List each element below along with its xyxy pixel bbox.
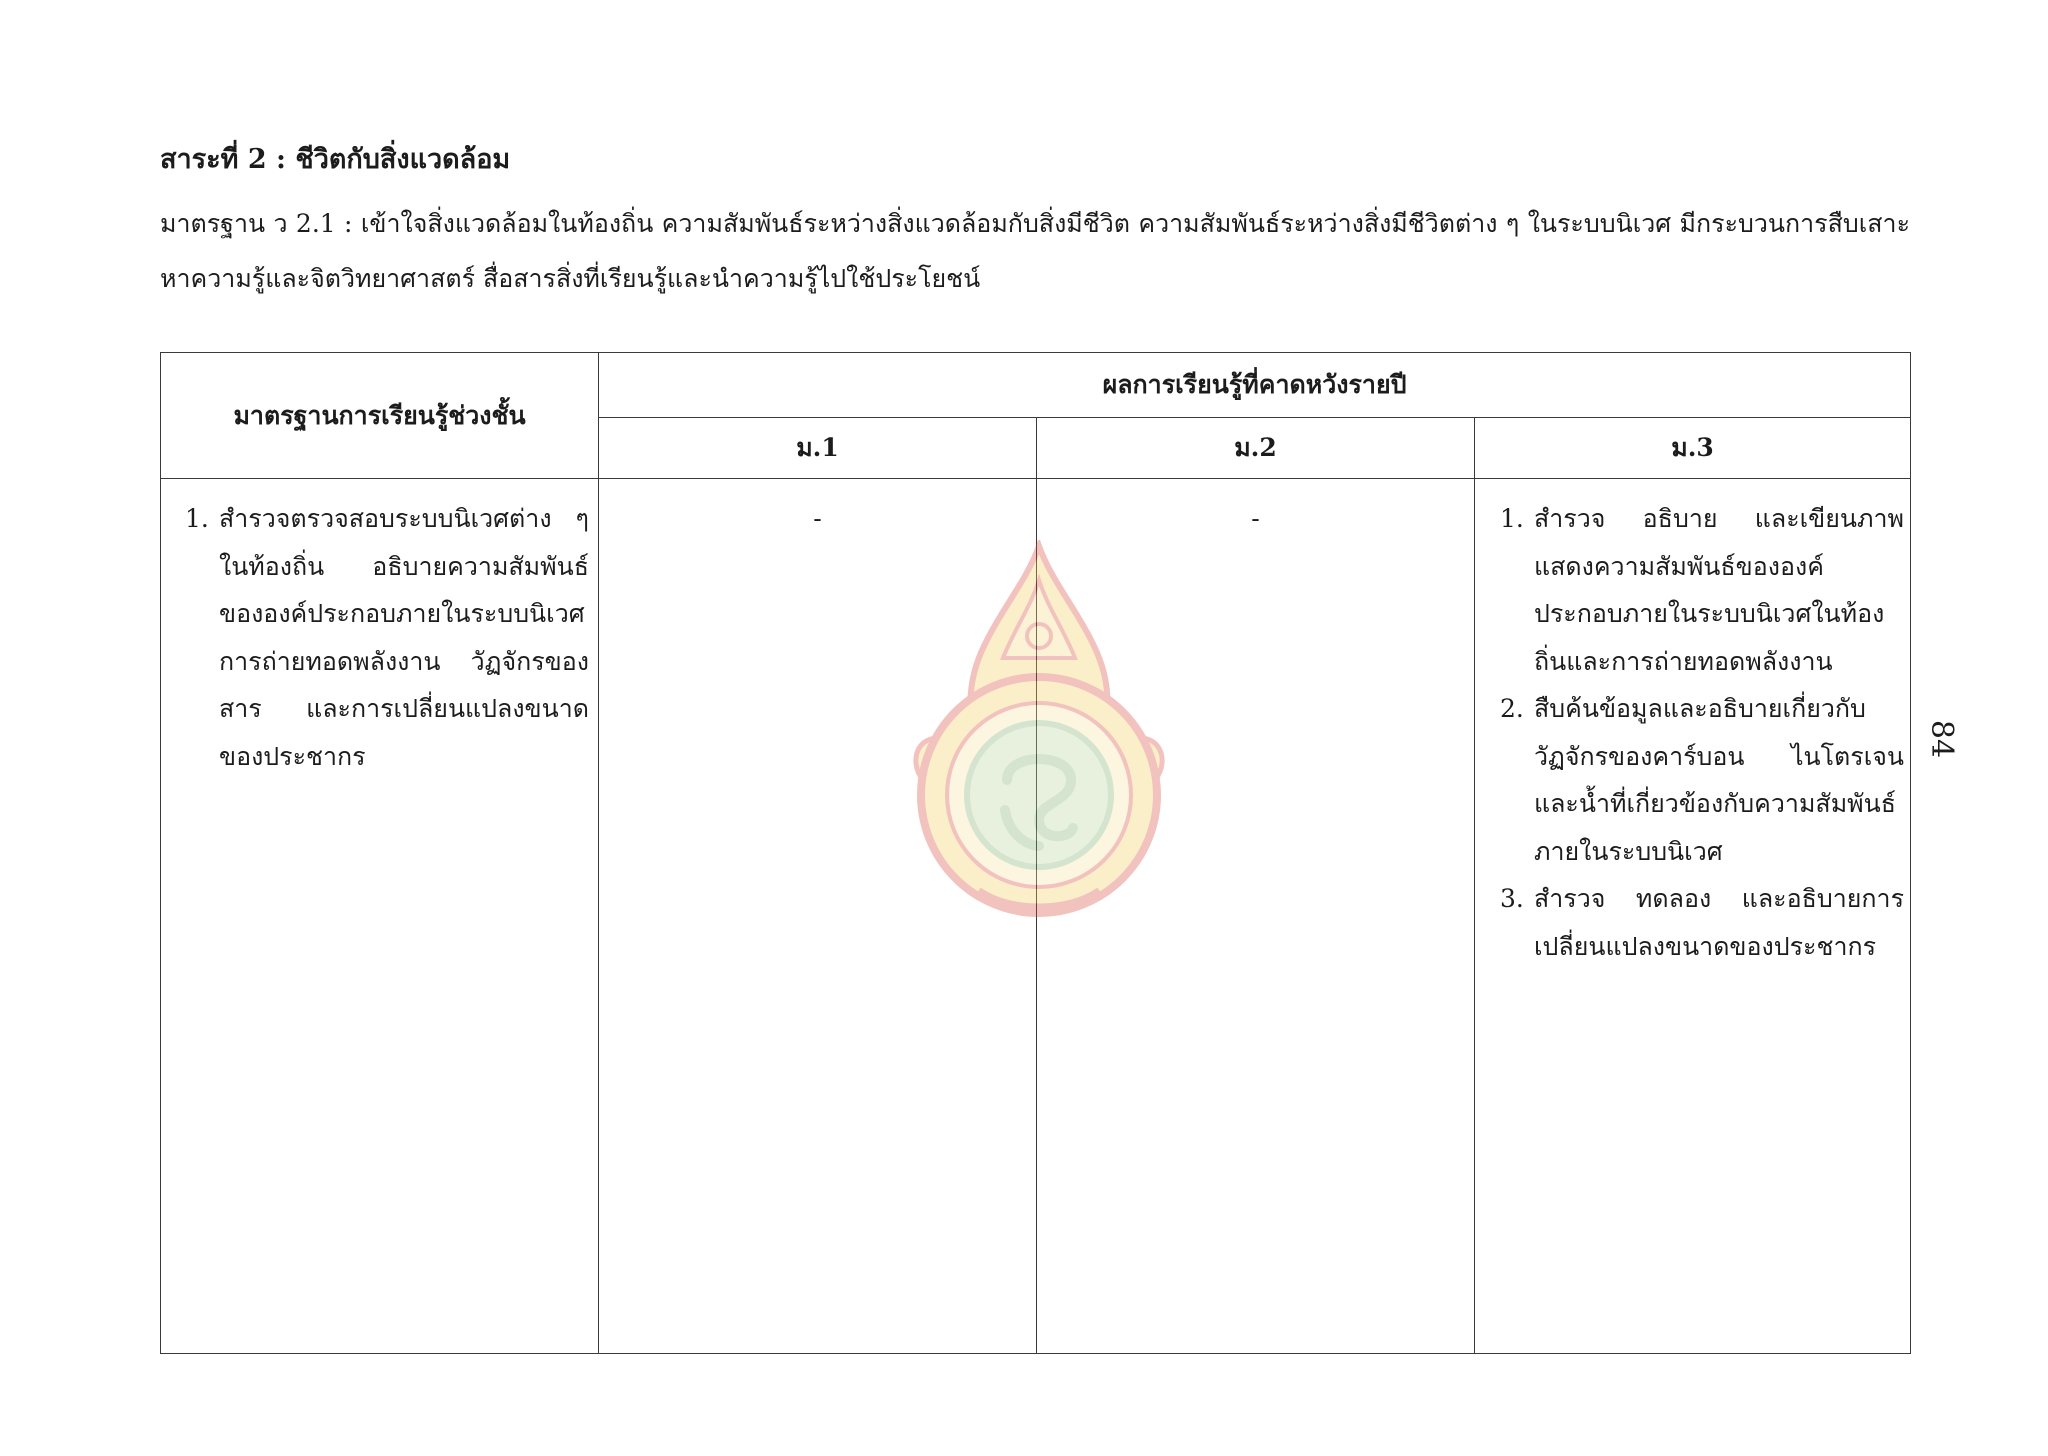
grade-m3-cell xyxy=(1475,479,1911,1354)
page-number: 84 xyxy=(1924,719,1960,759)
learning-outcomes-table-wrapper xyxy=(160,352,1910,1353)
outcome-item xyxy=(1500,495,1902,685)
learning-outcomes-table xyxy=(160,352,1911,1354)
standard-description: มาตรฐาน ว 2.1 : เข้าใจสิ่งแวดล้อมในท้องถิ่น ความสัมพันธ์ระหว่างสิ่งแวดล้อมกับสิ่งมีชีวิต ความสัมพันธ์ระหว่างสิ่งมีชีวิตต่าง ๆ ในระบบนิเวศ มีกระบวนการสืบเสาะหาความรู้และจิตวิทยาศาสตร์ สื่อสารสิ่งที่เรียนรู้และนำความรู้ไปใช้ประโยชน์ xyxy=(160,209,1910,293)
header-grade-m1: ม.1 xyxy=(599,418,1037,479)
standard-cell xyxy=(161,479,599,1354)
grade-m1-value: - xyxy=(813,504,822,533)
outcome-item-number: 3. xyxy=(1500,884,1524,913)
grade-m1-cell xyxy=(599,479,1037,1354)
outcome-item-number: 2. xyxy=(1500,694,1524,723)
header-grade-m2: ม.2 xyxy=(1037,418,1475,479)
header-standard-cell: มาตรฐานการเรียนรู้ช่วงชั้น xyxy=(161,353,599,479)
outcome-item-text: สืบค้นข้อมูลและอธิบายเกี่ยวกับวัฏจักรของคาร์บอน ไนโตรเจนและน้ำที่เกี่ยวข้องกับความสัมพันธ์ภายในระบบนิเวศ xyxy=(1534,694,1904,866)
header-outcomes-cell: ผลการเรียนรู้ที่คาดหวังรายปี xyxy=(599,353,1911,418)
outcome-item xyxy=(1500,685,1902,875)
section-heading: สาระที่ 2 : ชีวิตกับสิ่งแวดล้อม xyxy=(160,144,511,175)
outcome-item-text: สำรวจ ทดลอง และอธิบายการเปลี่ยนแปลงขนาดของประชากร xyxy=(1534,884,1904,961)
outcome-item xyxy=(1500,875,1902,970)
table-header-row xyxy=(161,353,1911,418)
standard-item xyxy=(185,495,588,780)
standard-list xyxy=(161,479,598,780)
grade-m2-cell xyxy=(1037,479,1475,1354)
outcome-item-number: 1. xyxy=(1500,504,1524,533)
outcome-item-text: สำรวจ อธิบาย และเขียนภาพแสดงความสัมพันธ์ขององค์ประกอบภายในระบบนิเวศในท้องถิ่นและการถ่ายทอดพลังงาน xyxy=(1534,504,1904,676)
header-grade-m3: ม.3 xyxy=(1475,418,1911,479)
grade-m2-value: - xyxy=(1251,504,1260,533)
standard-item-number: 1. xyxy=(185,504,209,533)
standard-item-text: สำรวจตรวจสอบระบบนิเวศต่าง ๆ ในท้องถิ่น อธิบายความสัมพันธ์ขององค์ประกอบภายในระบบนิเวศ การถ่ายทอดพลังงาน วัฏจักรของสาร และการเปลี่ยนแปลงขนาดของประชากร xyxy=(219,504,589,771)
outcome-list xyxy=(1475,479,1910,970)
table-row xyxy=(161,479,1911,1354)
